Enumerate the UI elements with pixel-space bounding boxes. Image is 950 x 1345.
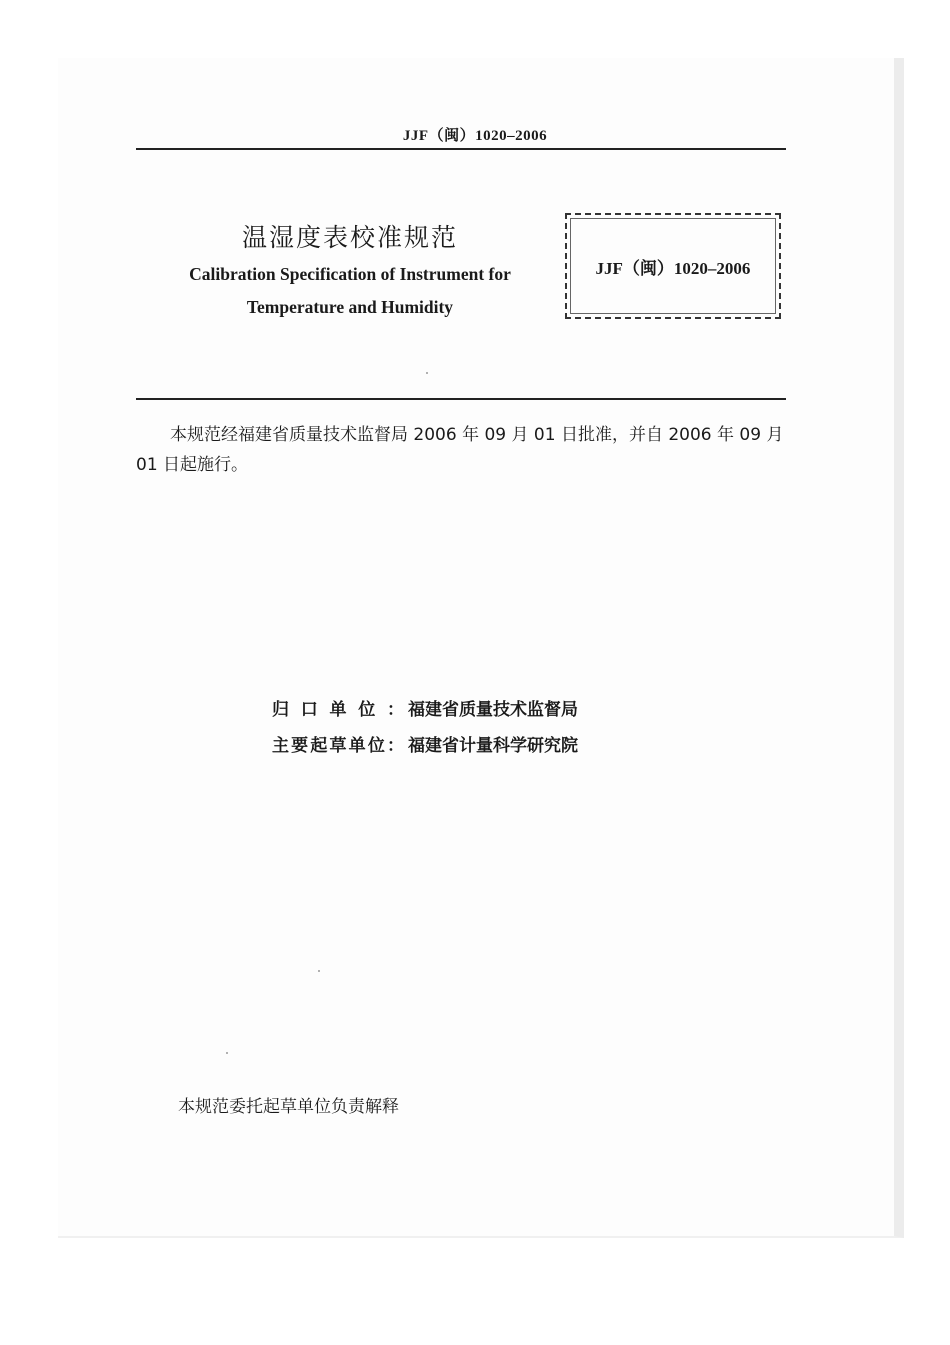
header-standard-code: JJF（闽）1020–2006 bbox=[402, 128, 548, 144]
organization-block bbox=[272, 692, 578, 764]
responsible-unit-value: 福建省质量技术监督局 bbox=[408, 700, 578, 720]
drafting-unit-row bbox=[272, 728, 578, 764]
drafting-unit-label: 主要起草单位： bbox=[272, 736, 404, 756]
scan-speck bbox=[226, 1052, 228, 1054]
scan-speck bbox=[318, 970, 320, 972]
drafting-unit-value: 福建省计量科学研究院 bbox=[408, 736, 578, 756]
interpretation-note: 本规范委托起草单位负责解释 bbox=[178, 1097, 399, 1117]
document-title-chinese: 温湿度表校准规范 bbox=[241, 223, 458, 252]
document-title-english bbox=[150, 258, 550, 324]
title-divider bbox=[136, 398, 786, 400]
title-english-line-2: Temperature and Humidity bbox=[246, 297, 454, 317]
standard-code-box bbox=[565, 213, 781, 319]
standard-code-box-text: JJF（闽）1020–2006 bbox=[595, 258, 751, 278]
header-divider bbox=[136, 148, 786, 150]
scan-speck bbox=[426, 372, 428, 374]
responsible-unit-label: 归口单位： bbox=[272, 700, 404, 720]
approval-statement: 本规范经福建省质量技术监督局 2006 年 09 月 01 日批准，并自 2006 年 09 月 01 日起施行。 bbox=[136, 425, 784, 475]
responsible-unit-row bbox=[272, 692, 578, 728]
title-english-line-1: Calibration Specification of Instrument for bbox=[189, 264, 511, 284]
